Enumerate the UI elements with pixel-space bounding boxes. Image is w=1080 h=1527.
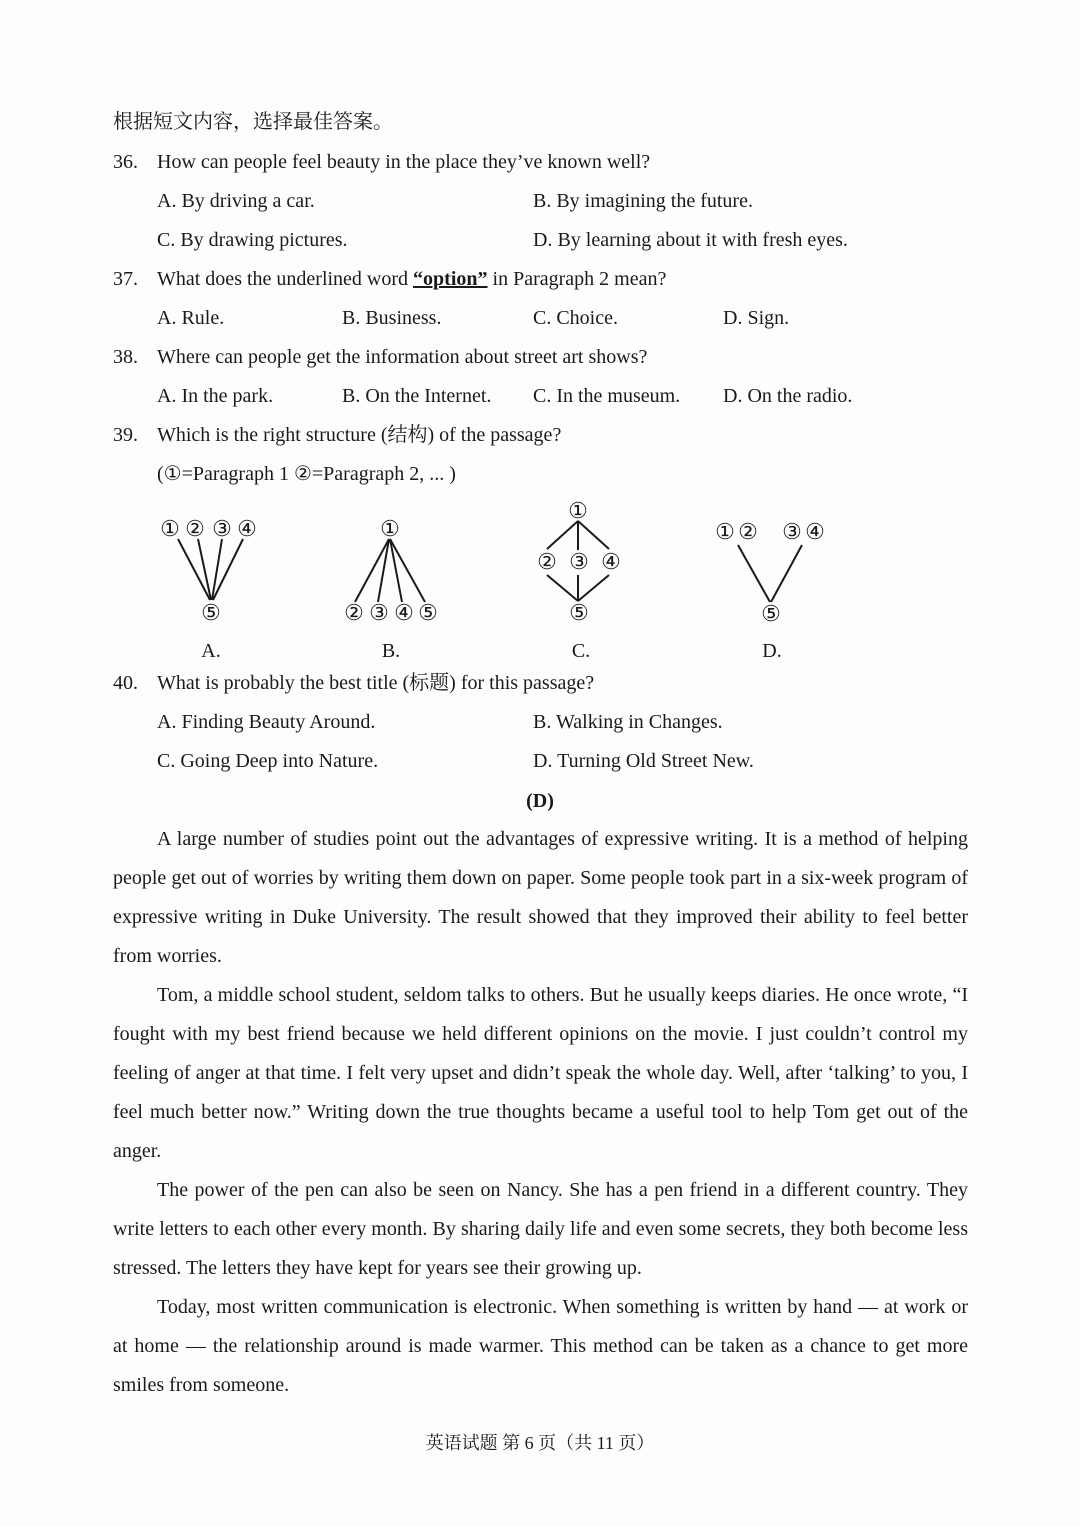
node-2: ② (537, 549, 557, 574)
node-4: ④ (601, 549, 621, 574)
option-40c: C. Going Deep into Nature. (157, 750, 379, 772)
diagram-label-d: D. (762, 640, 782, 662)
diagram-c-edge (547, 575, 578, 601)
node-5: ⑤ (761, 601, 781, 626)
question-stem: Which is the right structure (结构) of the passage? (157, 424, 562, 446)
diagram-label-c: C. (571, 640, 591, 662)
option-40a: A. Finding Beauty Around. (157, 711, 376, 733)
option-38a: A. In the park. (157, 385, 274, 407)
question-38 (113, 347, 647, 367)
node-1: ① (715, 519, 735, 544)
node-4: ④ (237, 516, 257, 541)
question-stem: How can people feel beauty in the place they’ve known well? (157, 151, 651, 173)
node-5: ⑤ (418, 600, 438, 625)
diagram-label-b: B. (381, 640, 401, 662)
option-37b: B. Business. (342, 307, 442, 329)
option-36b: B. By imagining the future. (533, 190, 753, 212)
structure-diagrams (0, 495, 1080, 665)
node-4: ④ (805, 519, 825, 544)
paragraph-legend: (①=Paragraph 1 ②=Paragraph 2, ... ) (157, 463, 456, 485)
page-footer: 英语试题 第 6 页（共 11 页） (425, 1433, 655, 1453)
node-3: ③ (212, 516, 232, 541)
option-38d: D. On the radio. (723, 385, 853, 407)
question-stem: What is probably the best title (标题) for this passage? (157, 672, 595, 694)
node-3: ③ (369, 600, 389, 625)
passage-paragraph-3: The power of the pen can also be seen on Nancy. She has a pen friend in a different country. They write letters to each other every month. By sharing daily life and even some secrets, they both become less stressed. The letters they have kept for years see their growing up. (113, 1179, 968, 1279)
diagram-c-edge (578, 575, 609, 601)
question-stem-after: in Paragraph 2 mean? (487, 268, 667, 290)
option-37c: C. Choice. (533, 307, 618, 329)
question-stem-before: What does the underlined word (157, 268, 414, 290)
diagram-label-a: A. (201, 640, 221, 662)
question-number: 38. (113, 346, 138, 368)
question-36 (113, 152, 650, 172)
question-37 (113, 269, 666, 289)
diagram-c-edge (578, 521, 609, 549)
instruction: 根据短文内容，选择最佳答案。 (113, 111, 393, 133)
option-36d: D. By learning about it with fresh eyes. (533, 229, 848, 251)
node-1: ① (380, 516, 400, 541)
question-number: 37. (113, 268, 138, 290)
question-40 (113, 673, 594, 693)
passage-paragraph-4: Today, most written communication is electronic. When something is written by hand — at work or at home — the relationship around is made warmer. This method can be taken as a chance to get more smiles from someone. (113, 1296, 968, 1396)
section-heading: (D) (526, 790, 554, 812)
option-38b: B. On the Internet. (342, 385, 492, 407)
node-4: ④ (394, 600, 414, 625)
node-2: ② (344, 600, 364, 625)
node-1: ① (160, 516, 180, 541)
node-2: ② (738, 519, 758, 544)
node-3: ③ (782, 519, 802, 544)
option-40b: B. Walking in Changes. (533, 711, 723, 733)
option-38c: C. In the museum. (533, 385, 681, 407)
option-36a: A. By driving a car. (157, 190, 315, 212)
question-39 (113, 425, 561, 445)
node-5: ⑤ (201, 600, 221, 625)
option-40d: D. Turning Old Street New. (533, 750, 754, 772)
node-5: ⑤ (569, 600, 589, 625)
diagram-d-edge (738, 545, 770, 602)
question-number: 36. (113, 151, 138, 173)
passage-paragraph-1: A large number of studies point out the advantages of expressive writing. It is a method of helping people get out of worries by writing them down on paper. Some people took part in a six-week program of expressive writing in Duke University. The result showed that they improved their ability to feel better from worries. (113, 828, 968, 967)
question-number: 40. (113, 672, 138, 694)
option-37d: D. Sign. (723, 307, 790, 329)
question-number: 39. (113, 424, 138, 446)
option-36c: C. By drawing pictures. (157, 229, 348, 251)
node-2: ② (185, 516, 205, 541)
diagram-c-edge (547, 521, 578, 549)
node-1: ① (568, 498, 588, 523)
option-37a: A. Rule. (157, 307, 225, 329)
node-3: ③ (569, 549, 589, 574)
diagram-d-edge (771, 545, 802, 602)
passage-paragraph-2: Tom, a middle school student, seldom talks to others. But he usually keeps diaries. He once wrote, “I fought with my best friend because we held different opinions on the movie. I just couldn’t control my feeling of anger at that time. I felt very upset and didn’t speak the whole day. Well, after ‘talking’ to you, I feel much better now.” Writing down the true thoughts became a useful tool to help Tom get out of the anger. (113, 984, 968, 1162)
underlined-word: “option” (413, 268, 488, 290)
question-stem: Where can people get the information about street art shows? (157, 346, 648, 368)
